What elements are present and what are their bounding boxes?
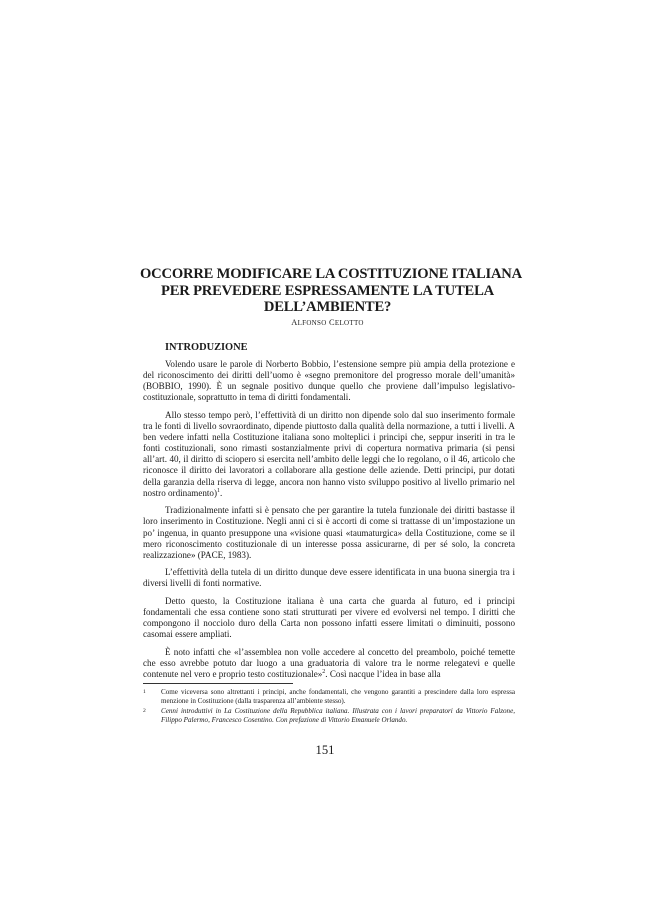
title-line-3: DELL’AMBIENTE? xyxy=(263,299,392,315)
footnote xyxy=(143,688,515,706)
paragraph-text-tail: . Così nacque l’idea in base alla xyxy=(325,669,441,680)
footnote-ref[interactable]: 1 xyxy=(217,487,220,494)
author-last-rest: ELOTTO xyxy=(334,318,364,327)
paragraph xyxy=(143,567,515,589)
footnote-text xyxy=(161,707,515,725)
title-block xyxy=(140,266,522,329)
footnote-number: 1 xyxy=(143,689,146,695)
author-name xyxy=(140,317,515,329)
author-last-initial: C xyxy=(329,317,335,327)
paragraph-text: Detto questo, la Costituzione italiana è una carta che guarda al futuro, ed i principi fondamentali che essa contiene sono stati strutturati per vivere ed evolversi nel tempo. I diritti che compongono il nocciolo duro della Carta non possono infatti essere limitati o diminuiti, possono casomai essere ampliati. xyxy=(143,596,515,640)
author-first-initial: A xyxy=(291,317,298,327)
paragraph-text: Allo stesso tempo però, l’effettività di un diritto non dipende solo dal suo inserimento formale tra le fonti di livello sovraordinato, dipende piuttosto dalla qualità della normazione, a tutti i livelli. A ben vedere infatti nella Costituzione italiana sono molteplici i principi che, seppur inseriti in tra le fonti costituzionali, sono rimasti sostanzialmente privi di copertura normativa primaria (si pensi all’art. 40, il diritto di sciopero si esercita nell’ambito delle leggi che lo regolano, o il 46, articolo che riconosce il diritto dei lavoratori a collaborare alla gestione delle aziende. Detti principi, pur dotati della garanzia della riserva di legge, ancora non hanno visto sviluppo positivo al livello primario nel nostro ordinamento) xyxy=(143,409,515,498)
footnote-number: 2 xyxy=(143,707,146,714)
author-first-rest: LFONSO xyxy=(297,318,327,327)
footnotes xyxy=(143,688,515,726)
page-number: 151 xyxy=(315,743,335,757)
paragraph-text: L’effettività della tutela di un diritto dunque deve essere identificata in una buona sinergia tra i diversi livelli di fonti normative. xyxy=(143,567,515,589)
section-heading: INTRODUZIONE xyxy=(165,342,248,353)
paragraph xyxy=(143,596,515,640)
paragraph-text: Tradizionalmente infatti si è pensato che per garantire la tutela funzionale dei diritti bastasse il loro inserimento in Costituzione. Negli anni ci si è accorti di come si trattasse di un’impostazione un po’ ingenua, in quanto presuppone una «visione quasi «taumaturgica» della Costituzione, come se il mero riconoscimento costituzionale di un interesse possa assicurarne, di per sé solo, la concreta realizzazione» (PACE, 1983). xyxy=(143,505,515,560)
paragraph-text-tail: . xyxy=(220,487,223,498)
paragraph xyxy=(143,505,515,560)
footnote-ref[interactable]: 2 xyxy=(322,669,326,676)
paragraph xyxy=(143,410,515,499)
paragraph-text: È noto infatti che «l’assemblea non volle accedere al concetto del preambolo, poiché temette che esso avrebbe potuto dar luogo a una graduatoria di valore tra le norme relegatevi e quelle contenute nel vero e proprio testo costituzionale» xyxy=(143,647,515,680)
paragraph-text: Volendo usare le parole di Norberto Bobbio, l’estensione sempre più ampia della protezione e del riconoscimento dei diritti dell’uomo è «segno premonitore del progresso morale dell’umanità» (BOBBIO, 1990). È un segnale positivo dunque quello che proviene dall’impulso legislativo-costituzionale, soprattutto in tema di diritti fondamentali. xyxy=(143,359,515,403)
footnote-text-italic: Cenni introduttivi in La Costituzione della Repubblica italiana. Illustrata con i lavori preparatori da Vittorio Falzone, Filippo Palermo, Francesco Cosentino. Con prefazione di Vittorio Emanuele Orlando. xyxy=(161,706,515,725)
title-line-2: PER PREVEDERE ESPRESSAMENTE LA TUTELA xyxy=(161,282,494,299)
paragraph xyxy=(143,647,515,680)
footnote xyxy=(143,707,515,725)
footnote-text: Come viceversa sono altrettanti i principi, anche fondamentali, che vengono garantiti a prescindere dalla loro espressa menzione in Costituzione (dalla trasparenza all’ambiente stesso). xyxy=(161,688,515,706)
footnote-divider xyxy=(143,683,293,684)
paragraph xyxy=(143,359,515,403)
title-line-1: OCCORRE MODIFICARE LA COSTITUZIONE ITALIANA xyxy=(140,266,522,282)
body-text xyxy=(143,359,515,687)
